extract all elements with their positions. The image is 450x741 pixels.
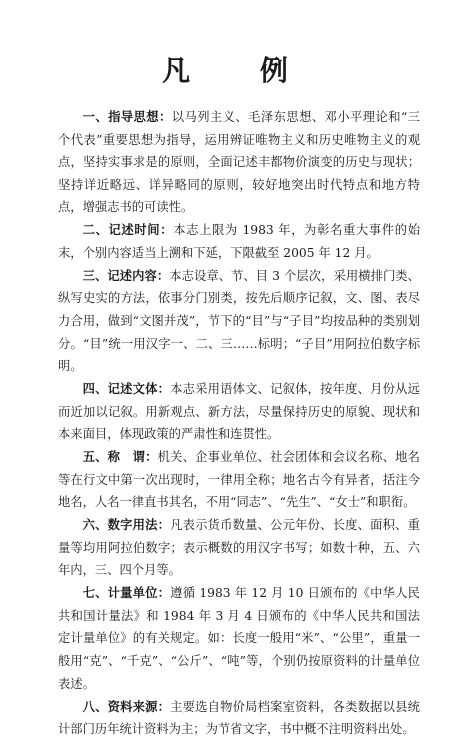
item-sources bbox=[58, 696, 420, 741]
item-time-range bbox=[58, 219, 420, 264]
item-content bbox=[58, 265, 420, 378]
item-units bbox=[58, 582, 420, 695]
item-heading: 二、记述时间： bbox=[82, 223, 174, 238]
item-heading: 六、数字用法： bbox=[82, 518, 171, 533]
item-text: 以马列主义、毛泽东思想、邓小平理论和“三个代表”重要思想为指导，运用辨证唯物主义和历史唯物主义的观点，坚持实事求是的原则，全面记述丰都物价演变的历史与现状；坚持详近略远、详异略同的原则，较好地突出时代特点和地方特点，增强志书的可读性。 bbox=[58, 110, 420, 215]
item-heading: 五、称 谓： bbox=[82, 450, 158, 465]
item-numbers bbox=[58, 514, 420, 582]
item-heading: 七、计量单位： bbox=[82, 586, 171, 601]
item-text: 主要选自物价局档案室资料，各类数据以县统计部门历年统计资料为主；为节省文字，书中概不注明资料出处。 bbox=[58, 699, 420, 737]
item-text: 机关、企事业单位、社会团体和会议名称、地名等在行文中第一次出现时，一律用全称；地名古今有异者，括注今地名，人名一律直书其名，不用“同志”、“先生”、“女士”和职衔。 bbox=[58, 450, 420, 510]
document-body bbox=[58, 106, 420, 741]
item-text: 本志采用语体文、记叙体，按年度、月份从远而近加以记叙。用新观点、新方法，尽量保持历史的原貌、现状和本来面目，体现政策的严肃性和连贯性。 bbox=[58, 382, 420, 442]
item-text: 凡表示货币数量、公元年份、长度、面积、重量等均用阿拉伯数字；表示概数的用汉字书写；如数十种，五、六年内，三、四个月等。 bbox=[58, 518, 420, 578]
item-writing-style bbox=[58, 378, 420, 446]
item-naming bbox=[58, 446, 420, 514]
page-title: 凡 例 bbox=[162, 54, 318, 87]
item-text: 本志上限为 1983 年，为彰名重大事件的始末，个别内容适当上溯和下延，下限截至 2005 年 12 月。 bbox=[58, 223, 420, 260]
item-heading: 八、资料来源： bbox=[82, 699, 171, 714]
item-text: 本志设章、节、目 3 个层次，采用横排门类、纵写史实的方法，依事分门别类，按先后顺序记叙，文、图、表尽力合用，做到“文图并茂”，节下的“目”与“子目”均按品种的类别划分。“目”统一用汉字一、二、三……标明；“子目”用阿拉伯数字标明。 bbox=[58, 268, 420, 374]
item-text: 遵循 1983 年 12 月 10 日颁布的《中华人民共和国计量法》和 1984 年 3 月 4 日颁布的《中华人民共和国法定计量单位》的有关规定。如：长度一般用“米”、“公里”，重量一般用“克”、“千克”、“公斤”、“吨”等，个别仍按原资料的计量单位表述。 bbox=[58, 586, 420, 691]
item-guiding-ideology bbox=[58, 106, 420, 219]
item-heading: 四、记述文体： bbox=[82, 382, 171, 397]
item-heading: 三、记述内容： bbox=[82, 268, 170, 283]
item-heading: 一、指导思想： bbox=[82, 110, 172, 124]
